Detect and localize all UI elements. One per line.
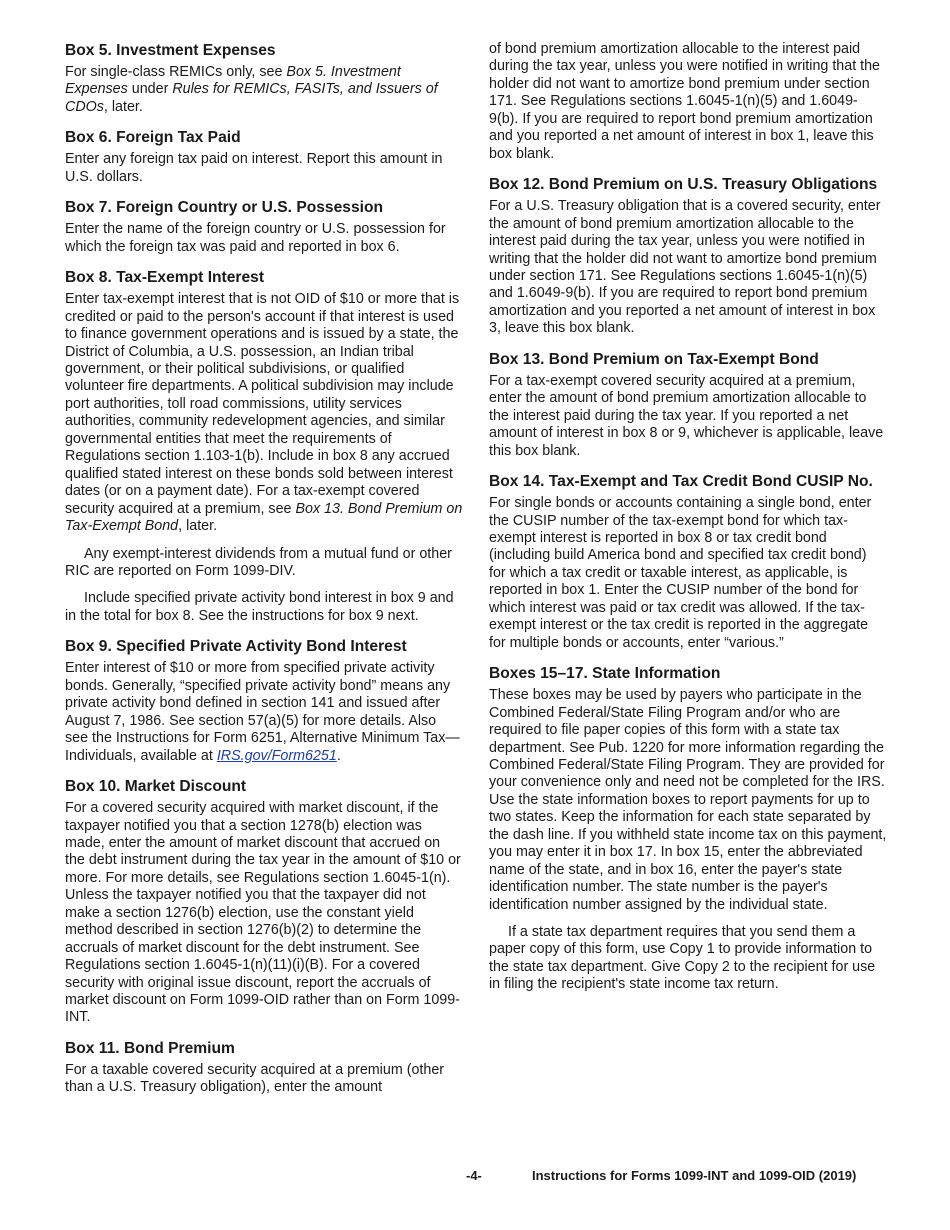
form6251-link[interactable]: IRS.gov/Form6251: [216, 747, 337, 764]
box7-text: Enter the name of the foreign country or U.S. possession for which the foreign tax was paid and reported in box 6.: [65, 221, 446, 255]
right-column: [489, 41, 887, 998]
box13-text: For a tax-exempt covered security acquired at a premium, enter the amount of bond premium amortization allocable to the interest paid during the tax year. If you reported a net amount of interest in box 8 or 9, whichever is applicable, leave this box blank.: [489, 372, 884, 459]
box11-heading: Box 11. Bond Premium: [65, 1039, 235, 1057]
boxes15-17-text: These boxes may be used by payers who participate in the Combined Federal/State Filing Program and/or who are required to file paper copies of this form with a state tax department. See Pub. 1220 for more information regarding the Combined Federal/State Filing Program. They are provided for your convenience only and need not be completed for the IRS. Use the state information boxes to report payments for up to two states. Keep the information for each state separated by the dash line. If you withheld state income tax on this payment, you may enter it in box 17. In box 15, enter the abbreviated name of the state, and in box 16, enter the payer's state identification number. The state number is the payer's identification number assigned by the individual state.: [489, 687, 887, 913]
box9-heading: Box 9. Specified Private Activity Bond Interest: [65, 638, 407, 656]
box10-text: For a covered security acquired with market discount, if the taxpayer notified you that a section 1278(b) election was made, enter the amount of market discount that accrued on the debt instrument during the tax year in the amount of $10 or more. For more details, see Regulations section 1.6045-1(n). Unless the taxpayer notified you that the taxpayer did not make a section 1276(b) election, use the constant yield method described in section 1276(b)(2) to determine the accruals of market discount for the debt instrument. See Regulations section 1.6045-1(n)(11)(i)(B). For a covered security with original issue discount, report the accruals of market discount on Form 1099-OID rather than on Form 1099-INT.: [65, 800, 461, 1026]
box8-paragraph-3: Include specified private activity bond interest in box 9 and in the total for box 8. See the instructions for box 9 next.: [65, 590, 454, 624]
box8-heading: Box 8. Tax-Exempt Interest: [65, 269, 265, 287]
boxes15-17-paragraph-2: If a state tax department requires that you send them a paper copy of this form, use Copy 1 to provide information to the state tax department. Give Copy 2 to the recipient for use in filing the recipient's state income tax return.: [489, 924, 876, 993]
box12-heading: Box 12. Bond Premium on U.S. Treasury Obligations: [489, 176, 878, 194]
box5-text: For single-class REMICs only, see Box 5. Investment Expenses under Rules for REMICs, FASITs, and Issuers of CDOs, later.: [65, 64, 438, 115]
box11-text: For a taxable covered security acquired at a premium (other than a U.S. Treasury obligation), enter the amount: [65, 1061, 445, 1096]
box8-text: Enter tax-exempt interest that is not OID of $10 or more that is credited or paid to the person's account if that interest is used to finance government operations and is issued by a state, the District of Columbia, a U.S. possession, an Indian tribal government, or their political subdivisions, or qualified volunteer fire departments. A political subdivision may include port authorities, toll road commissions, utility services authorities, community redevelopment agencies, and similar governmental entities that meet the requirements of Regulations section 1.103-1(b). Include in box 8 any accrued qualified stated interest on these bonds sold between interest dates (or on a payment date). For a tax-exempt covered security acquired at a premium, see Box 13. Bond Premium on Tax-Exempt Bond, later.: [65, 291, 463, 535]
box9-text: Enter interest of $10 or more from specified private activity bonds. Generally, “specified private activity bond” means any private activity bond defined in section 141 and issued after August 7, 1986. See section 57(a)(5) for more details. Also see the Instructions for Form 6251, Alternative Minimum Tax—Individuals, available at IRS.gov/Form6251.: [65, 660, 460, 764]
box14-heading: Box 14. Tax-Exempt and Tax Credit Bond CUSIP No.: [489, 473, 873, 491]
box6-heading: Box 6. Foreign Tax Paid: [65, 129, 241, 147]
box12-text: For a U.S. Treasury obligation that is a covered security, enter the amount of bond premium amortization allocable to the interest paid during the tax year, unless you were notified in writing that the holder did not want to amortize bond premium under section 171. See Regulations sections 1.6045-1(n)(5) and 1.6049-9(b). If you are required to report bond premium amortization and you reported a net amount of interest in box 3, leave this box blank.: [489, 198, 881, 337]
box10-heading: Box 10. Market Discount: [65, 778, 247, 796]
box7-heading: Box 7. Foreign Country or U.S. Possession: [65, 199, 383, 217]
box5-heading: Box 5. Investment Expenses: [65, 42, 276, 59]
box13-heading: Box 13. Bond Premium on Tax-Exempt Bond: [489, 350, 819, 368]
box14-text: For single bonds or accounts containing a single bond, enter the CUSIP number of the tax-exempt bond for which tax-exempt interest is reported in box 8 or tax credit bond (including build America bond and specified tax credit bond) for which a tax credit or taxable interest, as applicable, is reported in box 1. Enter the CUSIP number of the bond for which interest was paid or tax credit was allowed. If the tax-exempt interest or the tax credit is reported in the aggregate for multiple bonds or accounts, enter “various.”: [489, 495, 872, 651]
footer-title: Instructions for Forms 1099-INT and 1099-OID (2019): [532, 1168, 857, 1183]
box6-text: Enter any foreign tax paid on interest. Report this amount in U.S. dollars.: [65, 151, 443, 185]
box8-paragraph-2: Any exempt-interest dividends from a mutual fund or other RIC are reported on Form 1099-DIV.: [65, 545, 452, 579]
boxes15-17-heading: Boxes 15–17. State Information: [489, 665, 721, 683]
page-number: -4-: [466, 1168, 482, 1183]
box11-text-continued: of bond premium amortization allocable to the interest paid during the tax year, unless you were notified in writing that the holder did not want to amortize bond premium under section 171. See Regulations sections 1.6045-1(n)(5) and 1.6049-9(b). If you are required to report bond premium amortization and you reported a net amount of interest in box 1, leave this box blank.: [489, 41, 881, 162]
left-column: [65, 41, 463, 1101]
